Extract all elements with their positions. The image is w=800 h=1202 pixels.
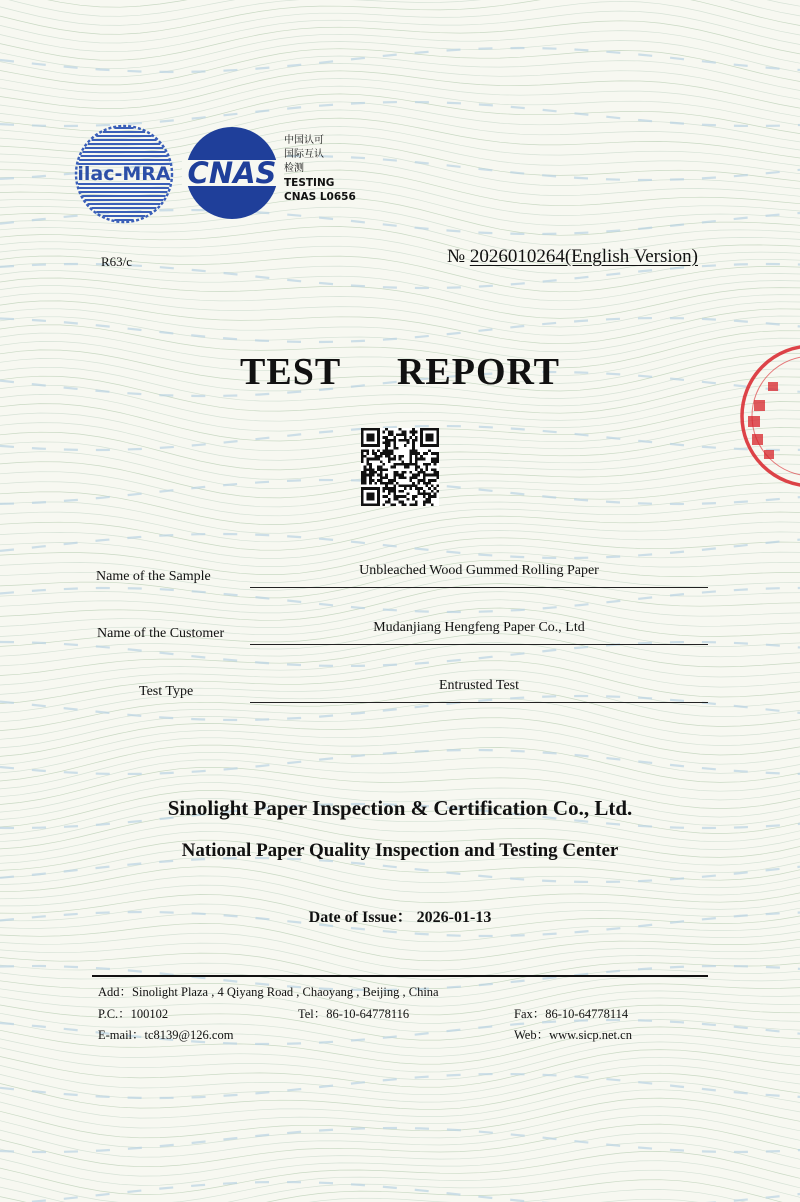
report-number bbox=[447, 246, 698, 268]
footer-email: E-mail：tc8139@126.com bbox=[98, 1028, 234, 1042]
sample-name-label: Name of the Sample bbox=[96, 569, 211, 584]
official-seal-stamp-icon bbox=[738, 342, 800, 490]
number-symbol: № bbox=[446, 246, 466, 267]
issue-date-value: 2026-01-13 bbox=[416, 909, 492, 926]
cnas-cert-no: CNAS L0656 bbox=[284, 191, 356, 203]
sample-name-value: Unbleached Wood Gummed Rolling Paper bbox=[359, 563, 599, 578]
cnas-logo-icon bbox=[182, 126, 284, 220]
title-word-test: TEST bbox=[240, 351, 341, 393]
report-number-value: 2026010264(English Version) bbox=[469, 246, 698, 267]
sample-name-underline bbox=[250, 587, 708, 588]
issuer-company: Sinolight Paper Inspection & Certification Co., Ltd. bbox=[167, 796, 633, 820]
footer-address: Add：Sinolight Plaza , 4 Qiyang Road , Chaoyang , Beijing , China bbox=[98, 985, 439, 999]
page-title bbox=[0, 350, 800, 394]
footer-divider bbox=[92, 975, 708, 977]
footer-fax: Fax：86-10-64778114 bbox=[514, 1007, 629, 1021]
title-word-report: REPORT bbox=[396, 351, 560, 393]
cnas-cn-line3: 检测 bbox=[284, 163, 304, 174]
test-type-value: Entrusted Test bbox=[438, 678, 520, 693]
customer-name-underline bbox=[250, 644, 708, 645]
ilac-logo-text: ilac-MRA bbox=[77, 163, 171, 185]
cnas-accreditation-text bbox=[284, 134, 356, 204]
test-type-label: Test Type bbox=[139, 684, 194, 699]
report-code: R63/c bbox=[101, 254, 133, 269]
qr-code-icon bbox=[361, 428, 439, 506]
issuer-center: National Paper Quality Inspection and Testing Center bbox=[181, 840, 619, 861]
cnas-logo-text: CNAS bbox=[187, 156, 277, 190]
customer-name-label: Name of the Customer bbox=[97, 626, 225, 641]
customer-name-value: Mudanjiang Hengfeng Paper Co., Ltd bbox=[373, 620, 585, 635]
cnas-testing: TESTING bbox=[284, 177, 335, 189]
issue-date-label: Date of Issue： bbox=[308, 909, 413, 926]
footer-web: Web：www.sicp.net.cn bbox=[514, 1028, 632, 1042]
test-type-underline bbox=[250, 702, 708, 703]
footer-tel: Tel：86-10-64778116 bbox=[298, 1007, 410, 1021]
cnas-cn-line1: 中国认可 bbox=[284, 135, 324, 146]
footer-postcode: P.C.：100102 bbox=[98, 1007, 169, 1021]
issue-date bbox=[0, 904, 800, 927]
ilac-mra-logo-icon bbox=[74, 122, 174, 226]
cnas-cn-line2: 国际互认 bbox=[284, 149, 324, 160]
